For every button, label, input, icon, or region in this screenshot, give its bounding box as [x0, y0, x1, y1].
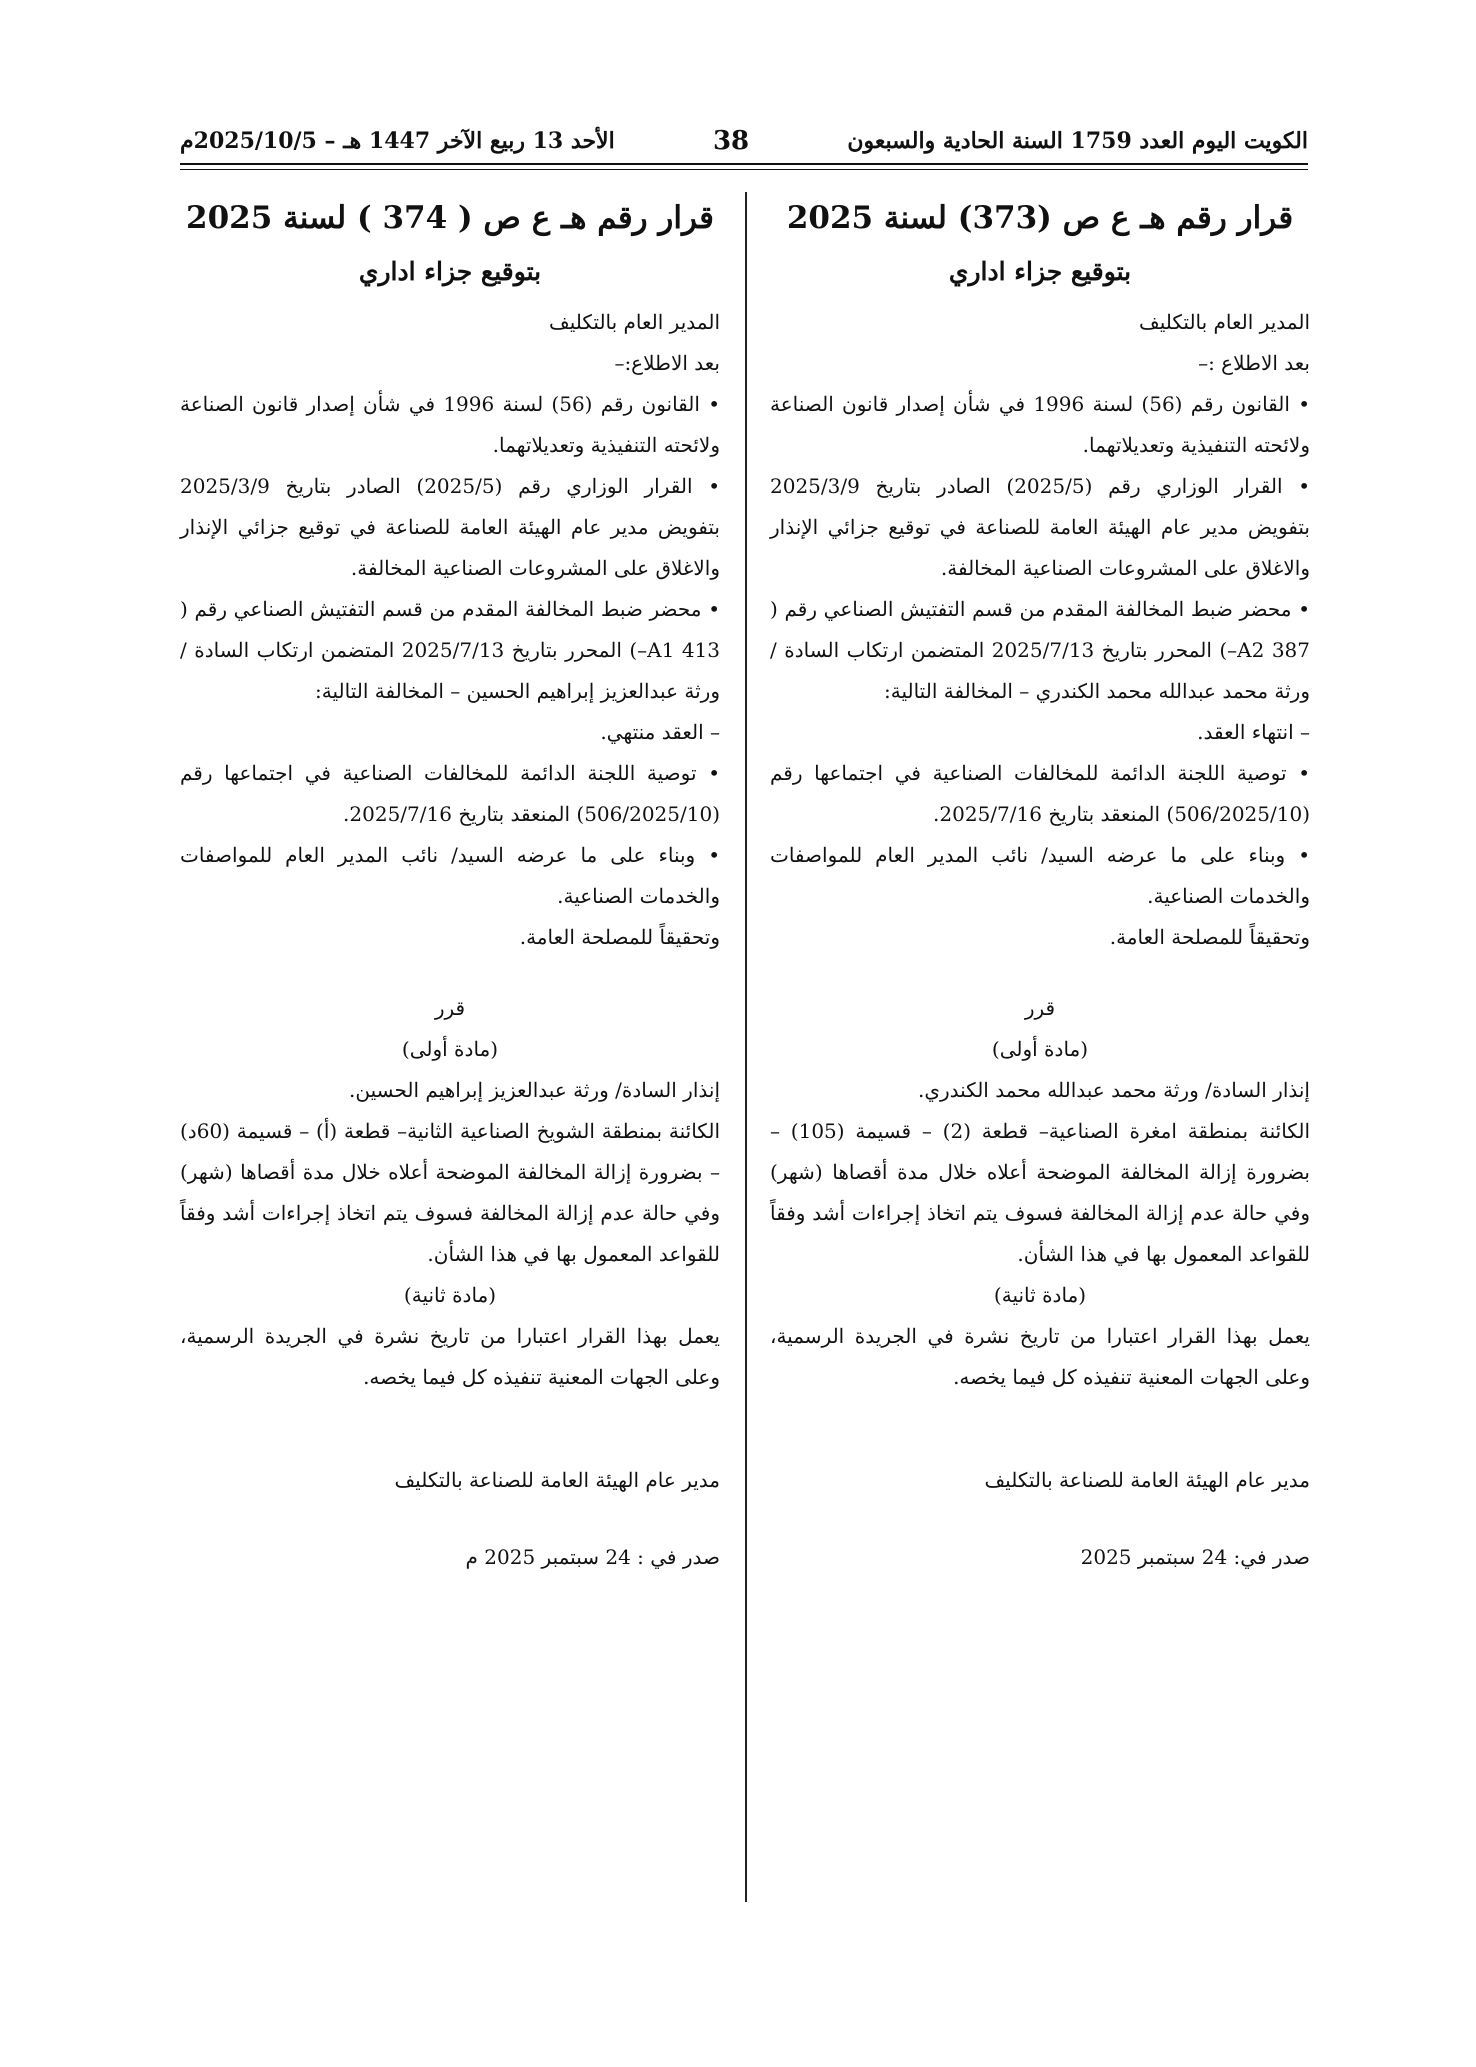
reference-ministerial-decision: • القرار الوزاري رقم (2025/5) الصادر بتاريخ 2025/3/9 بتفويض مدير عام الهيئة العامة للصناعة في توقيع جزائي الإنذار والاغلاق على المشروعات الصناعية المخالفة. [180, 466, 720, 589]
article-2-body: يعمل بهذا القرار اعتبارا من تاريخ نشرة في الجريدة الرسمية، وعلى الجهات المعنية تنفيذه كل فيما يخصه. [180, 1324, 721, 1389]
decision-374 [180, 190, 720, 1578]
after-review: بعد الاطلاع:– [614, 351, 720, 375]
article-1-body: الكائنة بمنطقة امغرة الصناعية– قطعة (2) – قسيمة (105) – بضرورة إزالة المخالفة الموضحة أعلاه خلال مدة أقصاها (شهر) وفي حالة عدم إزالة المخالفة فسوف يتم اتخاذ إجراءات أشد وفقاً للقواعد المعمول بها في هذا الشأن. [770, 1119, 1310, 1266]
page-header [180, 116, 1308, 166]
header-rule-thick [180, 163, 1308, 165]
decision-title: قرار رقم هـ ع ص ( 374 ) لسنة 2025 [186, 200, 714, 236]
header-rule-thin [180, 169, 1308, 170]
reference-committee-recommendation: • توصية اللجنة الدائمة للمخالفات الصناعية في اجتماعها رقم (506/2025/10) المنعقد بتاريخ 2025/7/16. [770, 753, 1310, 835]
violation-text: – العقد منتهي. [600, 720, 720, 744]
article-2-label: (مادة ثانية) [993, 1283, 1087, 1307]
reference-violation-report: • محضر ضبط المخالفة المقدم من قسم التفتيش الصناعي رقم ( A2 387–) المحرر بتاريخ 2025/7/13 المتضمن ارتكاب السادة / ورثة محمد عبدالله محمد الكندري – المخالفة التالية: [770, 589, 1310, 712]
public-interest: وتحقيقاً للمصلحة العامة. [519, 925, 720, 949]
violation-text: – انتهاء العقد. [1197, 720, 1310, 744]
article-1-body: الكائنة بمنطقة الشويخ الصناعية الثانية– قطعة (أ) – قسيمة (60د) – بضرورة إزالة المخالفة الموضحة أعلاه خلال مدة أقصاها (شهر) وفي حالة عدم إزالة المخالفة فسوف يتم اتخاذ إجراءات أشد وفقاً للقواعد المعمول بها في هذا الشأن. [180, 1119, 720, 1266]
article-2-label: (مادة ثانية) [403, 1283, 497, 1307]
issuer: المدير العام بالتكليف [1139, 310, 1310, 334]
issued-date: صدر في: 24 سبتمبر 2025 [1080, 1545, 1310, 1569]
decision-subtitle: بتوقيع جزاء اداري [948, 257, 1132, 286]
header-publication: الكويت اليوم العدد 1759 السنة الحادية والسبعون [847, 128, 1308, 154]
after-review: بعد الاطلاع :– [1198, 351, 1310, 375]
decision-title: قرار رقم هـ ع ص (373) لسنة 2025 [786, 200, 1294, 236]
decided-label: قرر [1024, 996, 1056, 1020]
reference-committee-recommendation: • توصية اللجنة الدائمة للمخالفات الصناعية في اجتماعها رقم (506/2025/10) المنعقد بتاريخ 2025/7/16. [180, 753, 720, 835]
reference-deputy-submission: • وبناء على ما عرضه السيد/ نائب المدير العام للمواصفات والخدمات الصناعية. [770, 835, 1310, 917]
article-1-warning: إنذار السادة/ ورثة محمد عبدالله محمد الكندري. [917, 1078, 1310, 1102]
signature: مدير عام الهيئة العامة للصناعة بالتكليف [394, 1468, 720, 1492]
reference-law: • القانون رقم (56) لسنة 1996 في شأن إصدار قانون الصناعة ولائحته التنفيذية وتعديلاتهما. [770, 384, 1310, 466]
decision-373 [770, 190, 1310, 1578]
issued-date: صدر في : 24 سبتمبر 2025 م [465, 1545, 720, 1569]
reference-ministerial-decision: • القرار الوزاري رقم (2025/5) الصادر بتاريخ 2025/3/9 بتفويض مدير عام الهيئة العامة للصناعة في توقيع جزائي الإنذار والاغلاق على المشروعات الصناعية المخالفة. [770, 466, 1310, 589]
reference-law: • القانون رقم (56) لسنة 1996 في شأن إصدار قانون الصناعة ولائحته التنفيذية وتعديلاتهما. [180, 384, 720, 466]
article-2-body: يعمل بهذا القرار اعتبارا من تاريخ نشرة في الجريدة الرسمية، وعلى الجهات المعنية تنفيذه كل فيما يخصه. [770, 1324, 1311, 1389]
article-1-label: (مادة أولى) [991, 1037, 1089, 1061]
reference-violation-report: • محضر ضبط المخالفة المقدم من قسم التفتيش الصناعي رقم ( A1 413–) المحرر بتاريخ 2025/7/13 المتضمن ارتكاب السادة / ورثة عبدالعزيز إبراهيم الحسين – المخالفة التالية: [180, 589, 720, 712]
public-interest: وتحقيقاً للمصلحة العامة. [1109, 925, 1310, 949]
issuer: المدير العام بالتكليف [549, 310, 720, 334]
signature: مدير عام الهيئة العامة للصناعة بالتكليف [984, 1468, 1310, 1492]
article-1-label: (مادة أولى) [401, 1037, 499, 1061]
page-number: 38 [712, 126, 750, 156]
reference-deputy-submission: • وبناء على ما عرضه السيد/ نائب المدير العام للمواصفات والخدمات الصناعية. [180, 835, 720, 917]
decided-label: قرر [434, 996, 466, 1020]
article-1-warning: إنذار السادة/ ورثة عبدالعزيز إبراهيم الحسين. [349, 1078, 720, 1102]
column-divider [745, 192, 747, 1902]
decision-subtitle: بتوقيع جزاء اداري [358, 257, 542, 286]
header-date: الأحد 13 ربيع الآخر 1447 هـ – 2025/10/5م [180, 128, 615, 154]
